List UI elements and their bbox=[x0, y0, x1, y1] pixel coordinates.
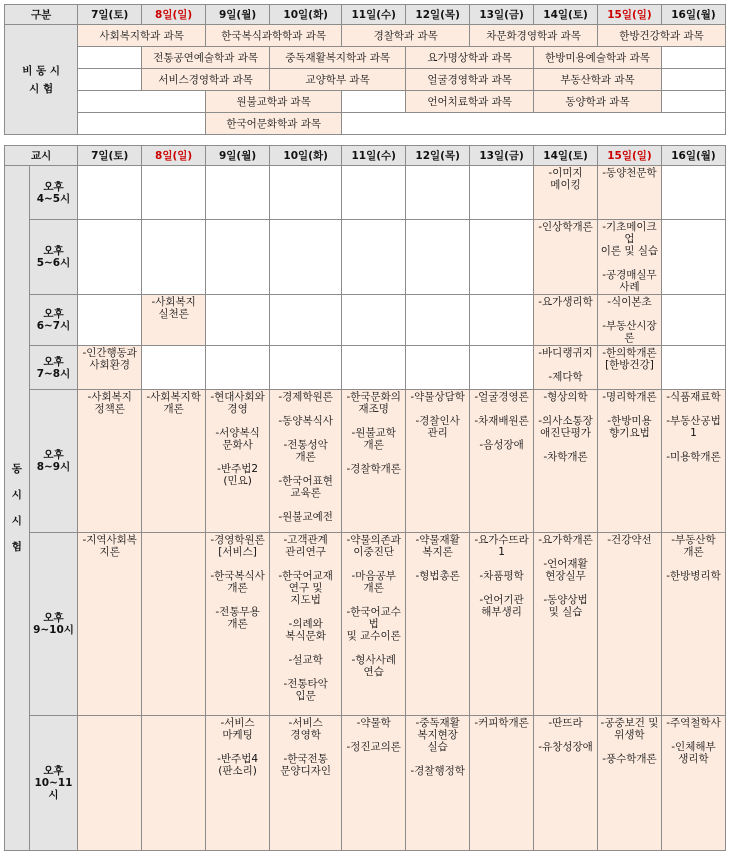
course-cell bbox=[661, 295, 725, 346]
course-cell: -주역철학사 -인체해부 생리학 bbox=[661, 716, 725, 851]
day-header: 8일(일) bbox=[142, 146, 206, 166]
day-header: 13일(금) bbox=[470, 5, 534, 25]
course-cell bbox=[78, 166, 142, 220]
course-cell bbox=[661, 346, 725, 390]
day-header: 9일(월) bbox=[206, 146, 270, 166]
course-cell bbox=[470, 295, 534, 346]
day-header: 16일(월) bbox=[661, 5, 725, 25]
course-cell bbox=[78, 220, 142, 295]
course-cell bbox=[270, 346, 342, 390]
course-cell: -약물의존과 이중진단 -마음공부 개론 -한국어교수법 및 교수이론 -형사사례 연습 bbox=[342, 533, 406, 716]
day-header: 15일(일) bbox=[597, 146, 661, 166]
async-empty bbox=[342, 91, 406, 113]
async-empty bbox=[78, 113, 206, 135]
day-header: 12일(목) bbox=[406, 5, 470, 25]
day-header: 10일(화) bbox=[270, 5, 342, 25]
course-cell: -명리학개론 -한방미용 향기요법 bbox=[597, 390, 661, 533]
day-header: 14일(토) bbox=[534, 146, 598, 166]
async-row bbox=[5, 69, 726, 91]
async-exam-table bbox=[4, 4, 726, 135]
period-label: 오후 10~11시 bbox=[29, 716, 77, 851]
course-cell: -사회복지 실천론 bbox=[142, 295, 206, 346]
period-row bbox=[5, 166, 726, 220]
course-cell: -사회복지 정책론 bbox=[78, 390, 142, 533]
course-cell: -식이본초 -부동산시장론 bbox=[597, 295, 661, 346]
sync-side-label: 동 시 시 험 bbox=[5, 166, 30, 851]
course-cell: -서비스 마케팅 -반주법4 (판소리) bbox=[206, 716, 270, 851]
day-header: 7일(토) bbox=[78, 146, 142, 166]
course-cell bbox=[142, 346, 206, 390]
course-cell: -경영학원론 [서비스] -한국복식사 개론 -전통무용 개론 bbox=[206, 533, 270, 716]
course-cell: -이미지 메이킹 bbox=[534, 166, 598, 220]
course-cell: -건강약선 bbox=[597, 533, 661, 716]
course-cell: -현대사회와 경영 -서양복식 문화사 -반주법2 (민요) bbox=[206, 390, 270, 533]
async-row bbox=[5, 113, 726, 135]
async-header-row bbox=[5, 5, 726, 25]
async-course: 서비스경영학과 과목 bbox=[142, 69, 270, 91]
async-course: 경찰학과 과목 bbox=[342, 25, 470, 47]
async-course: 부동산학과 과목 bbox=[534, 69, 662, 91]
async-empty bbox=[342, 113, 726, 135]
async-course: 동양학과 과목 bbox=[534, 91, 662, 113]
course-cell bbox=[78, 716, 142, 851]
course-cell: -딴뜨라 -유창성장애 bbox=[534, 716, 598, 851]
period-label: 오후 7~8시 bbox=[29, 346, 77, 390]
day-header: 16일(월) bbox=[661, 146, 725, 166]
course-cell bbox=[470, 346, 534, 390]
course-cell bbox=[206, 346, 270, 390]
async-course: 사회복지학과 과목 bbox=[78, 25, 206, 47]
async-course: 한방미용예술학과 과목 bbox=[534, 47, 662, 69]
course-cell bbox=[406, 166, 470, 220]
async-empty bbox=[78, 47, 142, 69]
async-course: 한방건강학과 과목 bbox=[598, 25, 726, 47]
course-cell bbox=[270, 295, 342, 346]
sync-body bbox=[5, 166, 726, 851]
async-course: 차문화경영학과 과목 bbox=[470, 25, 598, 47]
async-course: 요가명상학과 과목 bbox=[406, 47, 534, 69]
course-cell bbox=[78, 295, 142, 346]
async-course: 중독재활복지학과 과목 bbox=[270, 47, 406, 69]
course-cell: -경제학원론 -동양복식사 -전통성악 개론 -한국어표현 교육론 -원불교예전 bbox=[270, 390, 342, 533]
course-cell bbox=[406, 295, 470, 346]
period-row bbox=[5, 390, 726, 533]
course-cell bbox=[406, 220, 470, 295]
async-course: 얼굴경영학과 과목 bbox=[406, 69, 534, 91]
period-row bbox=[5, 220, 726, 295]
period-label: 오후 9~10시 bbox=[29, 533, 77, 716]
course-cell: -서비스 경영학 -한국전통 문양디자인 bbox=[270, 716, 342, 851]
course-cell: -사회복지학 개론 bbox=[142, 390, 206, 533]
course-cell: -커피학개론 bbox=[470, 716, 534, 851]
course-cell bbox=[406, 346, 470, 390]
async-row bbox=[5, 91, 726, 113]
sync-header-label: 교시 bbox=[5, 146, 78, 166]
async-row bbox=[5, 47, 726, 69]
period-row bbox=[5, 716, 726, 851]
course-cell bbox=[470, 166, 534, 220]
period-label: 오후 5~6시 bbox=[29, 220, 77, 295]
course-cell bbox=[342, 166, 406, 220]
course-cell: -요가수뜨라1 -차품평학 -언어기관 해부생리 bbox=[470, 533, 534, 716]
period-label: 오후 8~9시 bbox=[29, 390, 77, 533]
course-cell: -부동산학 개론 -한방병리학 bbox=[661, 533, 725, 716]
async-row-label: 비 동 시 시 험 bbox=[5, 25, 78, 135]
course-cell bbox=[142, 716, 206, 851]
course-cell: -약물학 -정진교의론 bbox=[342, 716, 406, 851]
course-cell: -인간행동과 사회환경 bbox=[78, 346, 142, 390]
day-header: 7일(토) bbox=[78, 5, 142, 25]
course-cell bbox=[142, 166, 206, 220]
course-cell: -한국문화의 재조명 -원불교학 개론 -경찰학개론 bbox=[342, 390, 406, 533]
async-course: 언어치료학과 과목 bbox=[406, 91, 534, 113]
course-cell: -얼굴경영론 -차재배원론 -음성장애 bbox=[470, 390, 534, 533]
course-cell: -약물재활 복지론 -형법총론 bbox=[406, 533, 470, 716]
course-cell bbox=[270, 220, 342, 295]
async-course: 한국어문화학과 과목 bbox=[206, 113, 342, 135]
period-label: 오후 6~7시 bbox=[29, 295, 77, 346]
course-cell: -바디랭귀지 -제다학 bbox=[534, 346, 598, 390]
day-header: 15일(일) bbox=[598, 5, 662, 25]
day-header: 13일(금) bbox=[470, 146, 534, 166]
async-empty bbox=[78, 69, 142, 91]
course-cell: -인상학개론 bbox=[534, 220, 598, 295]
course-cell bbox=[342, 220, 406, 295]
async-empty bbox=[78, 91, 206, 113]
course-cell bbox=[142, 533, 206, 716]
course-cell: -고객관계 관리연구 -한국어교재 연구 및 지도법 -의례와 복식문화 -설교학 -전통타악 입문 bbox=[270, 533, 342, 716]
day-header: 11일(수) bbox=[342, 146, 406, 166]
course-cell bbox=[142, 220, 206, 295]
course-cell bbox=[661, 220, 725, 295]
day-header: 10일(화) bbox=[270, 146, 342, 166]
course-cell: -기초메이크업 이론 및 실습 -공경매실무 사례 bbox=[597, 220, 661, 295]
course-cell bbox=[270, 166, 342, 220]
course-cell: -중독재활 복지현장 실습 -경찰행정학 bbox=[406, 716, 470, 851]
course-cell bbox=[342, 346, 406, 390]
course-cell: -요가학개론 -언어재활 현장실무 -동양상법 및 실습 bbox=[534, 533, 598, 716]
course-cell bbox=[206, 295, 270, 346]
course-cell: -한의학개론 [한방건강] bbox=[597, 346, 661, 390]
course-cell bbox=[661, 166, 725, 220]
day-header: 8일(일) bbox=[142, 5, 206, 25]
course-cell: -동양천문학 bbox=[597, 166, 661, 220]
course-cell bbox=[206, 220, 270, 295]
day-header: 11일(수) bbox=[342, 5, 406, 25]
course-cell bbox=[470, 220, 534, 295]
async-header-label: 구분 bbox=[5, 5, 78, 25]
day-header: 9일(월) bbox=[206, 5, 270, 25]
async-empty bbox=[661, 91, 725, 113]
sync-exam-table bbox=[4, 145, 726, 851]
async-empty bbox=[661, 69, 725, 91]
sync-header-row bbox=[5, 146, 726, 166]
period-row bbox=[5, 346, 726, 390]
course-cell: -요가생리학 bbox=[534, 295, 598, 346]
course-cell: -식품재료학 -부동산공법1 -미용학개론 bbox=[661, 390, 725, 533]
async-empty bbox=[661, 47, 725, 69]
period-label: 오후 4~5시 bbox=[29, 166, 77, 220]
course-cell: -형상의학 -의사소통장 애진단평가 -차학개론 bbox=[534, 390, 598, 533]
async-row bbox=[5, 25, 726, 47]
course-cell bbox=[342, 295, 406, 346]
day-header: 14일(토) bbox=[534, 5, 598, 25]
period-row bbox=[5, 295, 726, 346]
course-cell: -약물상담학 -경찰인사 관리 bbox=[406, 390, 470, 533]
period-row bbox=[5, 533, 726, 716]
async-course: 전통공연예술학과 과목 bbox=[142, 47, 270, 69]
async-course: 한국복식과학학과 과목 bbox=[206, 25, 342, 47]
async-course: 교양학부 과목 bbox=[270, 69, 406, 91]
course-cell: -지역사회복 지론 bbox=[78, 533, 142, 716]
day-header: 12일(목) bbox=[406, 146, 470, 166]
course-cell bbox=[206, 166, 270, 220]
async-course: 원불교학과 과목 bbox=[206, 91, 342, 113]
course-cell: -공중보건 및 위생학 -풍수학개론 bbox=[597, 716, 661, 851]
